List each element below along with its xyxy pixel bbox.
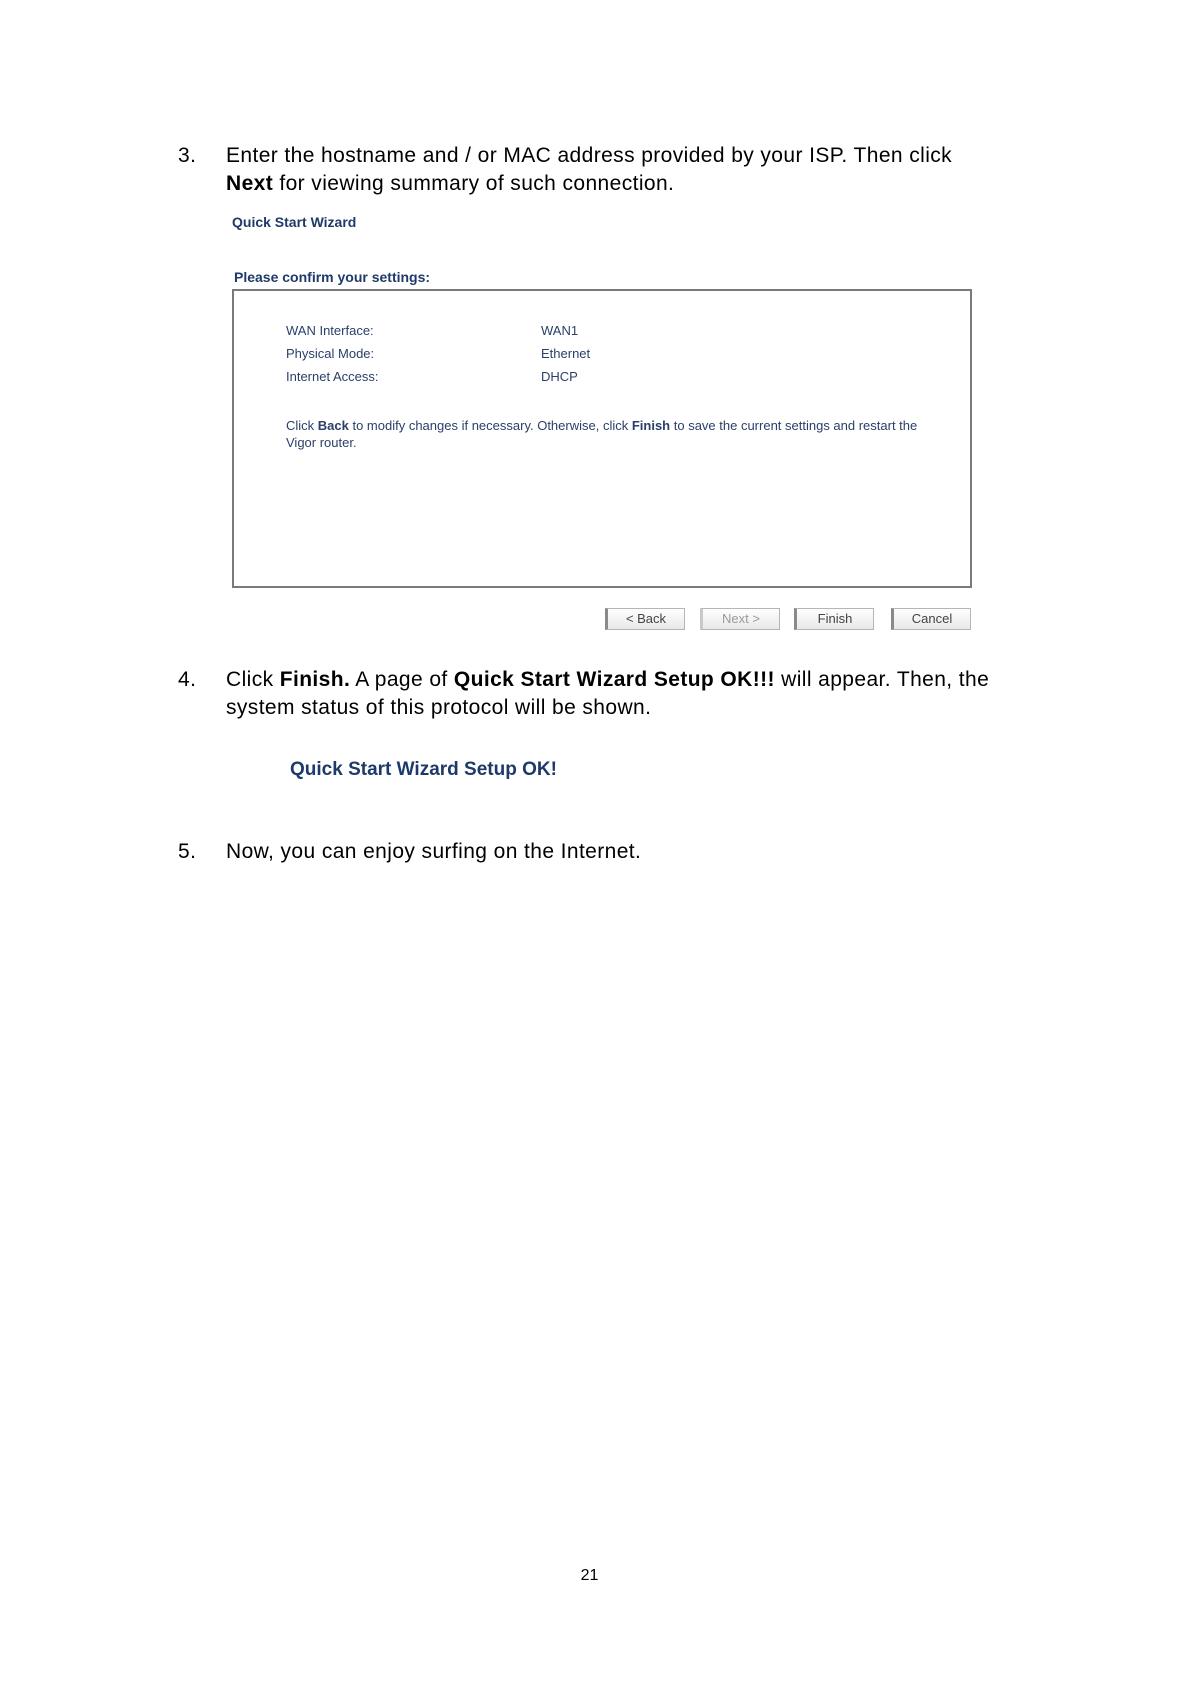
next-button[interactable]: Next > [700,608,780,630]
wizard-title: Quick Start Wizard [232,214,357,230]
step-number: 4. [178,668,197,691]
note-back-keyword: Back [317,418,349,433]
step-text [226,142,1018,198]
step-4 [178,666,1018,722]
step-4-click: Click [226,668,280,691]
settings-summary-box [232,289,972,588]
step-3-line1: Enter the hostname and / or MAC address provided by your ISP. Then click [226,144,953,167]
note-finish-keyword: Finish [631,418,671,433]
row-label: WAN Interface: [286,323,374,338]
row-value: DHCP [541,369,578,384]
confirm-settings-label: Please confirm your settings: [234,269,431,285]
step-3 [178,142,1018,198]
back-button[interactable]: < Back [605,608,685,630]
setup-ok-message: Quick Start Wizard Setup OK! [290,759,557,780]
step-text: Now, you can enjoy surfing on the Internet. [226,840,642,863]
row-value: Ethernet [541,346,591,361]
cancel-button[interactable]: Cancel [891,608,971,630]
step-4-rest: will appear. Then, the system status of this protocol will be shown. [226,668,990,719]
next-keyword: Next [226,172,274,195]
step-3-line2: for viewing summary of such connection. [273,172,675,195]
step-text [226,666,1018,722]
step-5 [178,838,1018,866]
page-number: 21 [580,1567,599,1584]
finish-keyword: Finish. [279,668,351,691]
setup-ok-keyword: Quick Start Wizard Setup OK!!! [453,668,775,691]
finish-button[interactable]: Finish [794,608,874,630]
row-label: Physical Mode: [286,346,375,361]
row-value: WAN1 [541,323,579,338]
note-part1: Click [286,418,318,433]
step-number: 5. [178,840,197,863]
note-part2: to modify changes if necessary. Otherwise, click [348,418,632,433]
wizard-instruction-note [286,417,926,451]
step-number: 3. [178,144,197,167]
step-4-mid: A page of [350,668,454,691]
row-label: Internet Access: [286,369,379,384]
note-part3: to save the current settings and restart the Vigor router. [286,418,918,450]
